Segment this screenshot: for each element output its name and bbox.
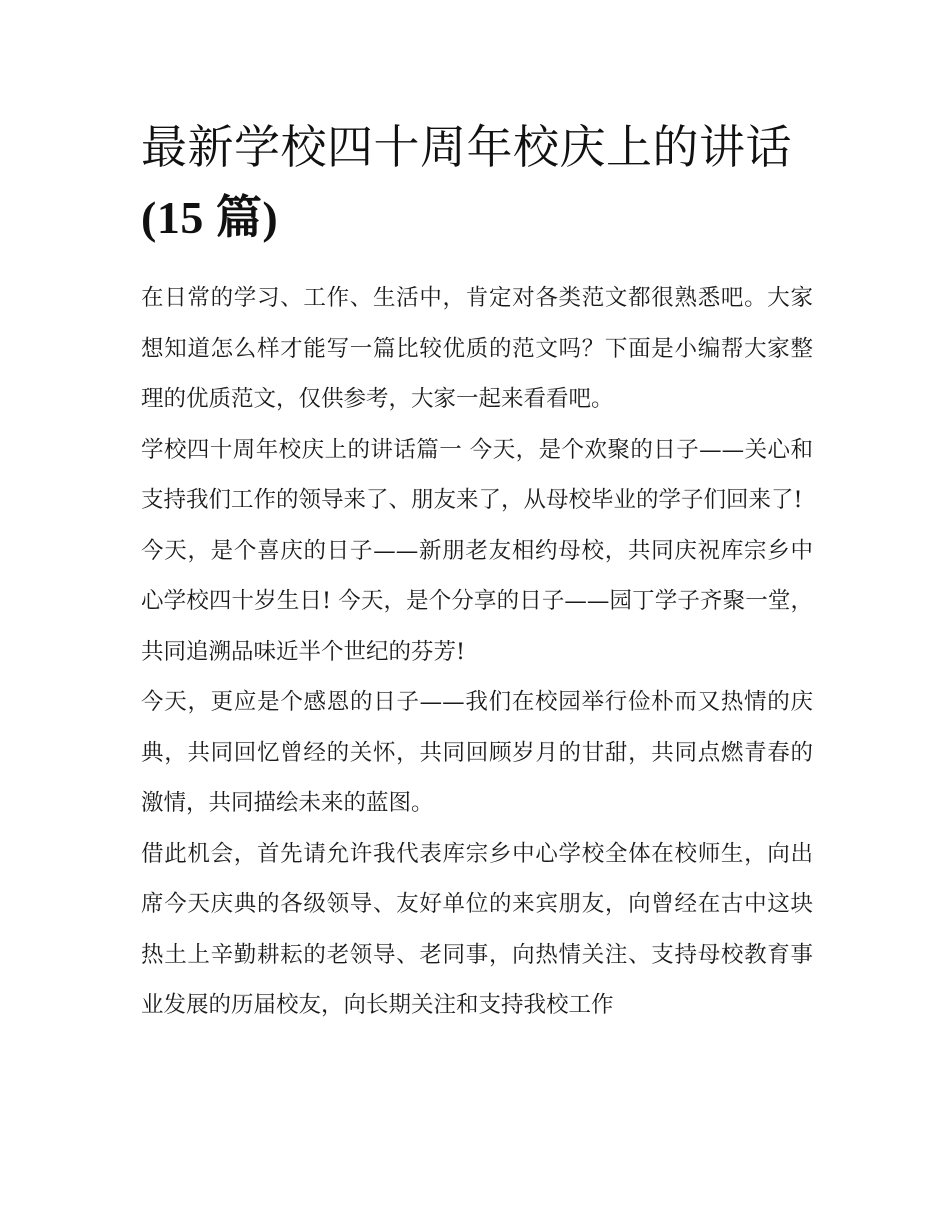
paragraph-gratitude: 今天，更应是个感恩的日子——我们在校园举行俭朴而又热情的庆典，共同回忆曾经的关怀，共同回顾岁月的甘甜，共同点燃青春的激情，共同描绘未来的蓝图。 bbox=[141, 689, 813, 816]
paragraph-intro: 在日常的学习、工作、生活中，肯定对各类范文都很熟悉吧。大家想知道怎么样才能写一篇比较优质的范文吗？下面是小编帮大家整理的优质范文，仅供参考，大家一起来看看吧。 bbox=[141, 285, 813, 412]
title-main: 最新学校四十周年校庆上的讲话 bbox=[141, 120, 792, 174]
paragraph-thanks: 借此机会，首先请允许我代表库宗乡中心学校全体在校师生，向出席今天庆典的各级领导、友好单位的来宾朋友，向曾经在古中这块热土上辛勤耕耘的老领导、老同事，向热情关注、支持母校教育事业发展的历届校友，向长期关注和支持我校工作 bbox=[141, 840, 813, 1018]
document-title bbox=[141, 112, 813, 253]
title-suffix: (15 篇) bbox=[141, 192, 279, 243]
paragraph-celebration: 今天，是个喜庆的日子——新朋老友相约母校，共同庆祝库宗乡中心学校四十岁生日! 今天，是个分享的日子——园丁学子齐聚一堂，共同追溯品味近半个世纪的芬芳! bbox=[141, 537, 813, 665]
paragraph-speech-opening: 学校四十周年校庆上的讲话篇一 今天，是个欢聚的日子——关心和支持我们工作的领导来了、朋友来了，从母校毕业的学子们回来了! bbox=[141, 436, 813, 513]
document-body bbox=[141, 112, 813, 1031]
